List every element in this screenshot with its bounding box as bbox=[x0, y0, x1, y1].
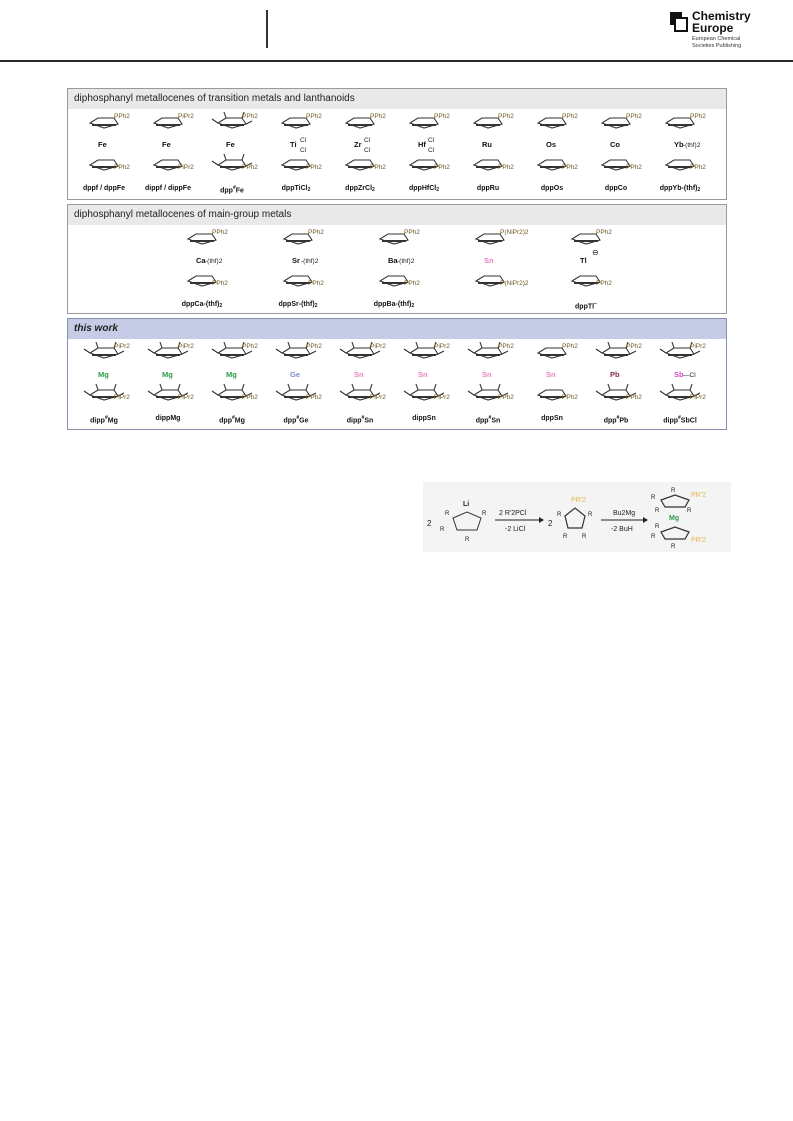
metallocene-structure bbox=[394, 109, 466, 183]
metallocene-structure bbox=[202, 109, 274, 183]
chemistry-europe-logo-icon bbox=[670, 12, 688, 32]
metallocene-structure bbox=[74, 339, 146, 413]
metallocene-structure bbox=[364, 225, 436, 299]
panel-title: diphosphanyl metallocenes of transition metals and lanthanoids bbox=[68, 89, 726, 109]
metallocene-structure bbox=[266, 339, 338, 413]
metal-center: Zr bbox=[354, 140, 362, 149]
substituent-label: R bbox=[655, 508, 660, 514]
metallocene-structure bbox=[138, 339, 210, 413]
compound-label: dppf / dppFe bbox=[82, 185, 126, 192]
bottom-phosphanyl-group: PPh2 bbox=[242, 164, 258, 171]
metal-center: Ti bbox=[290, 140, 297, 149]
bottom-phosphanyl-group: PPh2 bbox=[308, 280, 324, 287]
metallocene-structure bbox=[458, 109, 530, 183]
metal-center: Ca bbox=[196, 256, 206, 265]
metallocene-structure bbox=[522, 109, 594, 183]
metal-center: Fe bbox=[162, 140, 171, 149]
metal-center: Sn bbox=[354, 370, 364, 379]
top-phosphanyl-group: PPh2 bbox=[498, 343, 514, 350]
metallocene-structure bbox=[138, 109, 210, 183]
metal-center: Sr bbox=[292, 256, 300, 265]
chloride-ligand: Cl bbox=[428, 137, 435, 144]
metal-center: Mg bbox=[98, 370, 109, 379]
header-rule bbox=[0, 60, 793, 62]
product-coefficient: 2 bbox=[548, 519, 553, 528]
top-phosphanyl-group: PPh2 bbox=[306, 343, 322, 350]
bottom-phosphanyl-group: PPh2 bbox=[114, 164, 130, 171]
compound-label: dpp#Mg bbox=[219, 415, 245, 425]
compound-label: dppTl− bbox=[575, 301, 597, 311]
compound-label: dppRu bbox=[476, 185, 500, 192]
metallocene-structure bbox=[394, 339, 466, 413]
compound-row bbox=[68, 109, 726, 199]
metal-ligands: -(thf)2 bbox=[397, 258, 415, 265]
publisher-name: Chemistry Europe bbox=[692, 9, 751, 35]
chloride-ligand: Cl bbox=[428, 147, 435, 154]
metallocene-structure bbox=[202, 339, 274, 413]
compound-row bbox=[68, 339, 726, 429]
final-group-bottom: PR'2 bbox=[691, 537, 706, 544]
compound-label: dipp#Mg bbox=[90, 415, 118, 425]
metal-center: Sb bbox=[674, 370, 684, 379]
compound-label: dippMg bbox=[155, 415, 181, 422]
scheme-drawing bbox=[423, 482, 731, 552]
compound-label: dippSn bbox=[412, 415, 436, 422]
top-phosphanyl-group: PiPr2 bbox=[690, 343, 706, 350]
top-phosphanyl-group: PiPr2 bbox=[114, 343, 130, 350]
bottom-phosphanyl-group: PPh2 bbox=[370, 164, 386, 171]
metal-center: Sn bbox=[418, 370, 428, 379]
compound-label: dipp#SbCl bbox=[663, 415, 697, 425]
top-phosphanyl-group: PPh2 bbox=[306, 113, 322, 120]
top-phosphanyl-group: PPh2 bbox=[626, 113, 642, 120]
substituent-label: R bbox=[671, 544, 676, 550]
compound-label: dippf / dippFe bbox=[145, 185, 191, 192]
anion-charge: ⊖ bbox=[592, 248, 599, 257]
top-phosphanyl-group: PPh2 bbox=[114, 113, 130, 120]
substituent-label: R bbox=[655, 524, 660, 530]
step2-byproduct: -2 BuH bbox=[611, 526, 633, 533]
bottom-phosphanyl-group: PPh2 bbox=[306, 394, 322, 401]
bottom-phosphanyl-group: PiPr2 bbox=[690, 394, 706, 401]
panel-title: diphosphanyl metallocenes of main-group metals bbox=[68, 205, 726, 225]
substituent-label: R bbox=[651, 534, 656, 540]
metal-center: Ge bbox=[290, 370, 301, 379]
chloride-ligand: Cl bbox=[300, 147, 307, 154]
top-phosphanyl-group: PPh2 bbox=[626, 343, 642, 350]
bottom-phosphanyl-group: PiPr2 bbox=[370, 394, 386, 401]
chloride-ligand: Cl bbox=[364, 137, 371, 144]
metal-center: Fe bbox=[226, 140, 235, 149]
substituent-label: R bbox=[671, 488, 676, 494]
bottom-phosphanyl-group: PPh2 bbox=[212, 280, 228, 287]
bottom-phosphanyl-group: PPh2 bbox=[404, 280, 420, 287]
metallocene-structure bbox=[460, 225, 532, 299]
substituent-label: R bbox=[687, 508, 692, 514]
metal-center: Tl bbox=[580, 256, 587, 265]
bottom-phosphanyl-group: PPh2 bbox=[626, 394, 642, 401]
bottom-phosphanyl-group: PPh2 bbox=[626, 164, 642, 171]
metal-center: Ru bbox=[482, 140, 492, 149]
bottom-phosphanyl-group: PiPr2 bbox=[114, 394, 130, 401]
top-phosphanyl-group: PiPr2 bbox=[370, 343, 386, 350]
compound-label: dpp#Ge bbox=[283, 415, 309, 425]
metallocene-structure bbox=[74, 109, 146, 183]
bottom-phosphanyl-group: PPh2 bbox=[596, 280, 612, 287]
metallocene-structure bbox=[268, 225, 340, 299]
compound-label: dppCo bbox=[604, 185, 628, 192]
metal-center: Co bbox=[610, 140, 620, 149]
metal-center: Mg bbox=[162, 370, 173, 379]
synthesis-scheme bbox=[423, 482, 731, 552]
metallocene-structure bbox=[330, 109, 402, 183]
bottom-phosphanyl-group: PPh2 bbox=[562, 394, 578, 401]
bottom-phosphanyl-group: PPh2 bbox=[562, 164, 578, 171]
top-phosphanyl-group: PPh2 bbox=[690, 113, 706, 120]
metal-center: Sn bbox=[482, 370, 492, 379]
top-phosphanyl-group: PPh2 bbox=[242, 343, 258, 350]
panel-this-work bbox=[67, 318, 727, 430]
reagent-coefficient: 2 bbox=[427, 519, 432, 528]
top-phosphanyl-group: PPh2 bbox=[434, 113, 450, 120]
chloride-ligand: Cl bbox=[300, 137, 307, 144]
substituent-label: R bbox=[557, 512, 562, 518]
metallocene-structure bbox=[586, 109, 658, 183]
metal-ligands: -(thf)2 bbox=[301, 258, 319, 265]
metallocene-structure bbox=[330, 339, 402, 413]
substituent-label: R bbox=[440, 527, 445, 533]
top-phosphanyl-group: PPh2 bbox=[596, 229, 612, 236]
metal-center: Ba bbox=[388, 256, 398, 265]
top-phosphanyl-group: PPh2 bbox=[498, 113, 514, 120]
compound-label: dppBa-$(thf)_2$ bbox=[373, 301, 415, 309]
compound-label: dppHfCl$_2$ bbox=[408, 185, 440, 193]
substituent-label: R bbox=[465, 537, 470, 543]
metallocene-structure bbox=[650, 109, 722, 183]
top-phosphanyl-group: PPh2 bbox=[308, 229, 324, 236]
top-phosphanyl-group: PiPr2 bbox=[178, 343, 194, 350]
substituent-label: R bbox=[588, 512, 593, 518]
metallocene-structure bbox=[586, 339, 658, 413]
compound-label: dppSn bbox=[541, 415, 563, 422]
top-phosphanyl-group: PiPr2 bbox=[178, 113, 194, 120]
publisher-logo bbox=[670, 10, 780, 54]
final-group-top: PR'2 bbox=[691, 492, 706, 499]
compound-label: dpp#Pb bbox=[603, 415, 629, 425]
compound-label: dpp#Fe bbox=[220, 185, 244, 195]
substituent-label: R bbox=[445, 511, 450, 517]
metallocene-structure bbox=[172, 225, 244, 299]
reagent-metal: Li bbox=[463, 501, 470, 508]
step1-byproduct: -2 LiCl bbox=[505, 526, 526, 533]
bottom-phosphanyl-group: PiPr2 bbox=[178, 164, 194, 171]
header-divider bbox=[266, 10, 268, 48]
metal-center: Sn bbox=[484, 256, 494, 265]
top-phosphanyl-group: PPh2 bbox=[404, 229, 420, 236]
substituent-label: R bbox=[482, 511, 487, 517]
publisher-subtitle: European Chemical Societies Publishing bbox=[692, 36, 742, 49]
step2-reagent: Bu2Mg bbox=[613, 510, 636, 517]
bottom-phosphanyl-group: PPh2 bbox=[498, 394, 514, 401]
top-phosphanyl-group: PPh2 bbox=[242, 113, 258, 120]
top-phosphanyl-group: PPh2 bbox=[562, 343, 578, 350]
substituent-label: R bbox=[582, 534, 587, 540]
bottom-phosphanyl-group: PPh2 bbox=[306, 164, 322, 171]
bottom-phosphanyl-group: P(NiPr2)2 bbox=[500, 280, 529, 287]
metallocene-structure bbox=[266, 109, 338, 183]
compound-label: dppTiCl$_2$ bbox=[281, 185, 311, 193]
bottom-phosphanyl-group: PPh2 bbox=[434, 164, 450, 171]
panel-main-group-metals bbox=[67, 204, 727, 314]
metallocene-structure bbox=[650, 339, 722, 413]
compound-label: dppCa-$(thf)_2$ bbox=[181, 301, 223, 309]
metal-ligands: -(thf)2 bbox=[205, 258, 223, 265]
compound-label: dppSr-$(thf)_2$ bbox=[278, 301, 318, 309]
metal-ligands: —Cl bbox=[683, 372, 696, 379]
bottom-phosphanyl-group: PiPr2 bbox=[434, 394, 450, 401]
compound-label: dppZrCl$_2$ bbox=[345, 185, 375, 193]
bottom-phosphanyl-group: PPh2 bbox=[242, 394, 258, 401]
top-phosphanyl-group: PPh2 bbox=[212, 229, 228, 236]
compound-label: dppOs bbox=[540, 185, 564, 192]
chloride-ligand: Cl bbox=[364, 147, 371, 154]
substituent-label: R bbox=[563, 534, 568, 540]
top-phosphanyl-group: PPh2 bbox=[562, 113, 578, 120]
compound-label: dpp#Sn bbox=[475, 415, 501, 425]
metal-center: Mg bbox=[226, 370, 237, 379]
metal-center: Yb bbox=[674, 140, 684, 149]
metal-center: Hf bbox=[418, 140, 426, 149]
metallocene-structure bbox=[556, 225, 628, 299]
bottom-phosphanyl-group: PPh2 bbox=[498, 164, 514, 171]
product-group: PR'2 bbox=[571, 497, 586, 504]
metal-center: Os bbox=[546, 140, 557, 149]
top-phosphanyl-group: PiPr2 bbox=[434, 343, 450, 350]
panel-title: this work bbox=[68, 319, 726, 339]
top-phosphanyl-group: P(NiPr2)2 bbox=[500, 229, 529, 236]
top-phosphanyl-group: PPh2 bbox=[370, 113, 386, 120]
bottom-phosphanyl-group: PPh2 bbox=[690, 164, 706, 171]
metal-ligands: -(thf)2 bbox=[683, 142, 701, 149]
metal-center: Sn bbox=[546, 370, 556, 379]
compound-row bbox=[68, 225, 726, 313]
panel-transition-metals bbox=[67, 88, 727, 200]
substituent-label: R bbox=[651, 495, 656, 501]
final-metal: Mg bbox=[669, 515, 680, 522]
metallocene-structure bbox=[458, 339, 530, 413]
metal-center: Pb bbox=[610, 370, 620, 379]
compound-label: dppYb-$(thf)_2$ bbox=[659, 185, 701, 193]
bottom-phosphanyl-group: PiPr2 bbox=[178, 394, 194, 401]
metal-center: Fe bbox=[98, 140, 107, 149]
compound-label: dipp#Sn bbox=[346, 415, 374, 425]
step1-reagent: 2 R'2PCl bbox=[499, 510, 527, 517]
metallocene-structure bbox=[522, 339, 594, 413]
